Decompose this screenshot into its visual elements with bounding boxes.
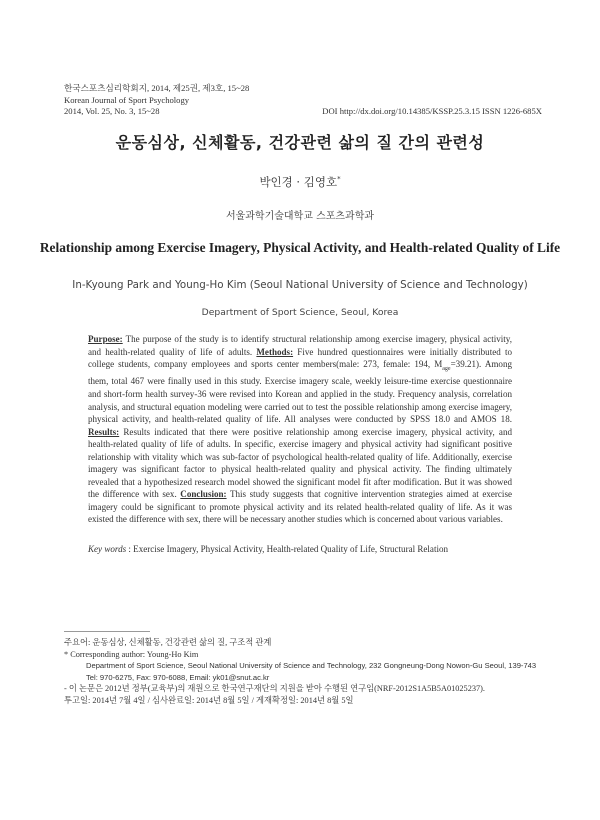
title-english: Relationship among Exercise Imagery, Physical Activity, and Health-related Quality of Life <box>39 240 561 255</box>
footnote-dates: 투고일: 2014년 7월 4일 / 심사완료일: 2014년 8월 5일 / 게재확정일: 2014년 8월 5일 <box>64 695 354 705</box>
keywords-label: Key words <box>88 544 127 554</box>
affiliation-english: Department of Sport Science, Seoul, Korea <box>201 307 399 318</box>
journal-name-en: Korean Journal of Sport Psychology <box>64 94 190 105</box>
corresponding-mark: * <box>337 175 341 184</box>
methods-text-1: Five hundred questionnaires were initially distributed to college students, company employees and sports center members(male: 273, female: 194, M <box>88 346 512 370</box>
results-label: Results: <box>88 426 120 437</box>
footnote-divider <box>64 631 150 632</box>
results-text: Results indicated that there were positive relationship among exercise imagery, physical activity, and health-related quality of life of adults. In specific, exercise imagery and physical activity had significant positive relationship with vitality which was sub-factor of psychological health-related quality of life. Additionally, exercise imagery was significant factor to physical health-related quality and physical activity. The finding ultimately revealed that a hypothesized research model showed the significant model fit after modification. But it was showed the difference with sex. <box>88 426 512 500</box>
footnote-keywords-ko: 주요어: 운동심상, 신체활동, 건강관련 삶의 질, 구조적 관계 <box>64 638 272 647</box>
purpose-label: Purpose: <box>88 334 123 344</box>
keywords <box>88 544 512 554</box>
authors-korean <box>0 174 600 190</box>
methods-text-2: =39.21). Among them, total 467 were finally used in this study. Exercise imagery scale, weekly leisure-time exercise questionnaire and short-form health survey-36 were revised into Korean and applied in the study. Frequency analysis, correlation analysis, and structural equation modeling were carried out to test the possible relationship among exercise imagery, physical activity, and health-related quality of life. All analyses were conducted by SPSS 18.0 and AMOS 18. <box>88 359 512 425</box>
title-korean: 운동심상, 신체활동, 건강관련 삶의 질 간의 관련성 <box>115 133 485 152</box>
methods-label: Methods: <box>256 346 294 357</box>
authors-korean-names: 박인경 · 김영호 <box>259 175 338 189</box>
footnotes <box>64 637 542 706</box>
footnote-address: Department of Sport Science, Seoul National University of Science and Technology, 232 Gongneung-Dong Nowon-Gu Seoul, 139-743 <box>86 661 537 670</box>
conclusion-text: This study suggests that cognitive intervention strategies aimed at exercise imagery could be significant to promote physical activity and its related health-related quality of life. As it was existed the difference with sex, there will be necessary another studies which is concerned about various variables. <box>88 489 512 525</box>
authors-english: In-Kyoung Park and Young-Ho Kim (Seoul National University of Science and Technology) <box>72 279 528 291</box>
journal-citation-ko: 한국스포츠심리학회지, 2014, 제25권, 제3호, 15~28 <box>64 83 250 93</box>
conclusion-label: Conclusion: <box>180 489 227 500</box>
journal-header <box>64 83 542 118</box>
footnote-corresponding: * Corresponding author: Young-Ho Kim <box>64 649 199 659</box>
keywords-text: : Exercise Imagery, Physical Activity, Health-related Quality of Life, Structural Relation <box>126 544 449 554</box>
purpose-text: The purpose of the study is to identify structural relationship among exercise imagery, physical activity, and health-related quality of life of adults. <box>88 334 512 357</box>
doi-issn: DOI http://dx.doi.org/10.14385/KSSP.25.3.15 ISSN 1226-685X <box>322 106 542 116</box>
footnote-funding: - 이 논문은 2012년 정부(교육부)의 재원으로 한국연구재단의 지원을 받아 수행된 연구임(NRF-2012S1A5B5A01025237). <box>64 684 485 693</box>
methods-subscript: age <box>442 365 451 372</box>
affiliation-korean: 서울과학기술대학교 스포츠과학과 <box>225 211 375 222</box>
footnote-contact: Tel: 970-6275, Fax: 970-6088, Email: yk01@snut.ac.kr <box>86 672 270 682</box>
abstract <box>88 333 512 526</box>
journal-volume: 2014, Vol. 25, No. 3, 15~28 <box>64 106 160 116</box>
